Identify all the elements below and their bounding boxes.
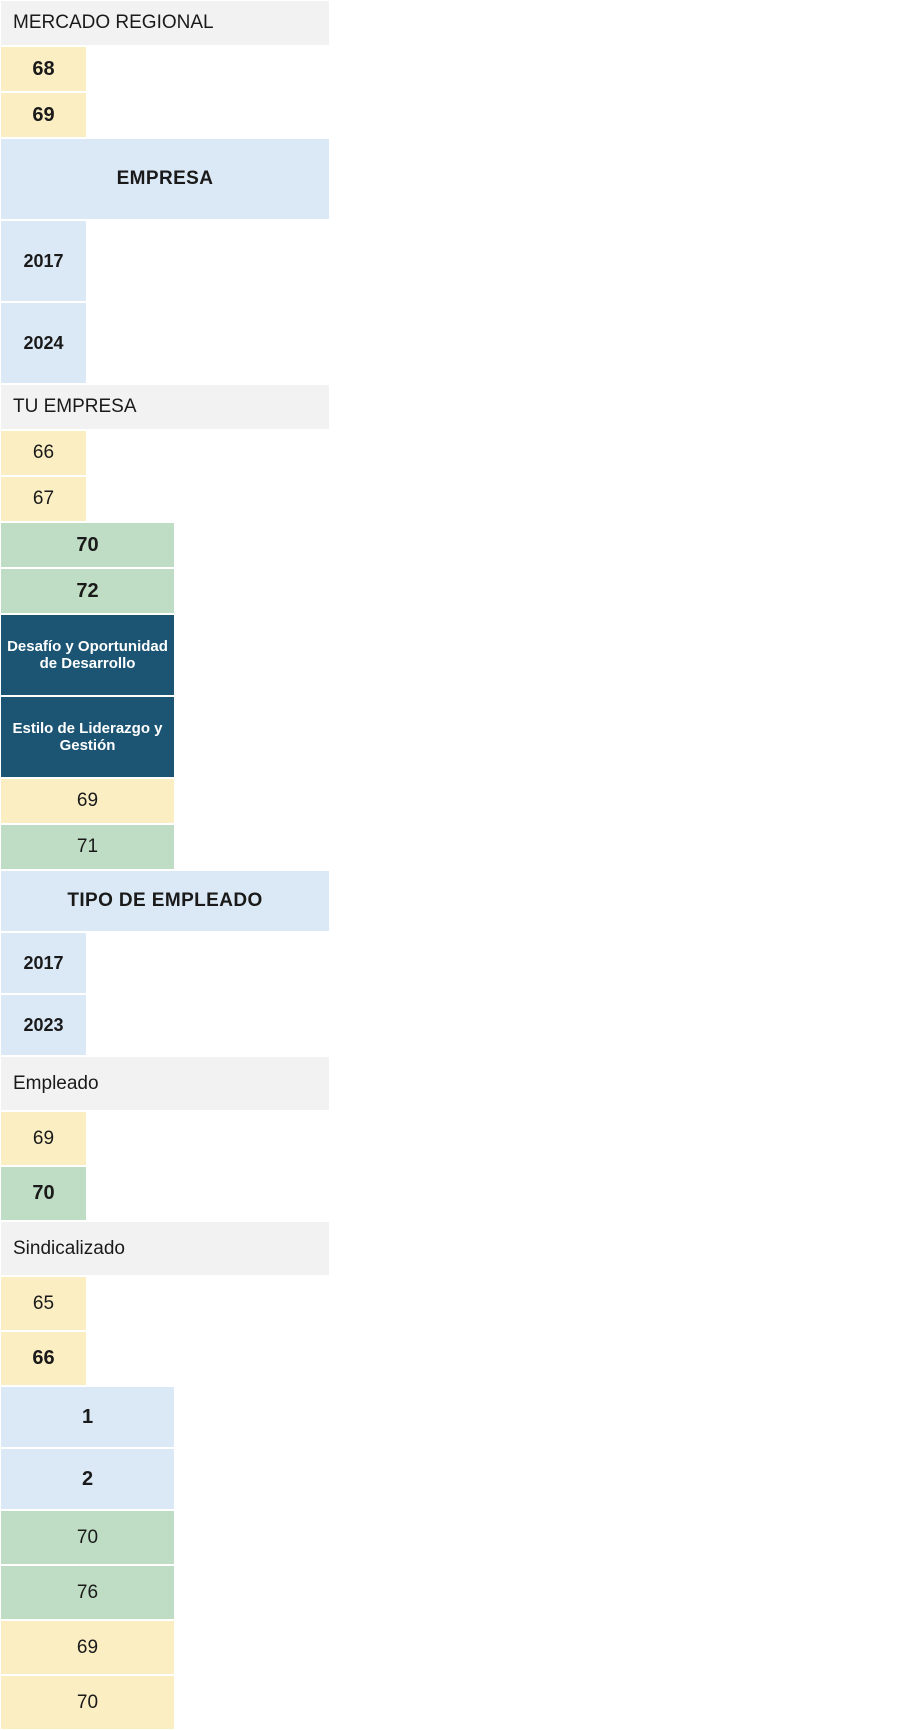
left-top-row-market-value-2024: 69 bbox=[0, 92, 87, 138]
left-top-header-year-2017: 2017 bbox=[0, 220, 87, 302]
left-bottom-header-year-2017: 2017 bbox=[0, 932, 87, 994]
left-bottom-row-employee-value-2023: 70 bbox=[0, 1166, 87, 1221]
left-top-row-company-label: TU EMPRESA bbox=[0, 384, 330, 430]
left-bottom-header-year-2023: 2023 bbox=[0, 994, 87, 1056]
right-bottom-employee-dimension-1: 70 bbox=[0, 1510, 175, 1565]
right-bottom-union-dimension-1: 69 bbox=[0, 1620, 175, 1675]
right-top-score-dimension-1: 70 bbox=[0, 522, 175, 568]
left-top-header-label: EMPRESA bbox=[0, 138, 330, 220]
right-top-company-dimension-1: 69 bbox=[0, 778, 175, 824]
left-bottom-row-union-value-2017: 65 bbox=[0, 1276, 87, 1331]
left-bottom-row-union-label: Sindicalizado bbox=[0, 1221, 330, 1276]
left-top-header-year-2024: 2024 bbox=[0, 302, 87, 384]
left-bottom-row-union-value-2023: 66 bbox=[0, 1331, 87, 1386]
left-top-row-company-value-2017: 66 bbox=[0, 430, 87, 476]
right-top-header-dimension-2: Estilo de Liderazgo y Gestión bbox=[0, 696, 175, 778]
right-bottom-header-rank-1: 1 bbox=[0, 1386, 175, 1448]
left-bottom-row-employee-value-2017: 69 bbox=[0, 1111, 87, 1166]
right-bottom-employee-dimension-2: 76 bbox=[0, 1565, 175, 1620]
left-bottom-row-employee-label: Empleado bbox=[0, 1056, 330, 1111]
left-bottom-header-label: TIPO DE EMPLEADO bbox=[0, 870, 330, 932]
right-top-header-dimension-1: Desafío y Oportunidad de Desarrollo bbox=[0, 614, 175, 696]
left-top-row-market-value-2017: 68 bbox=[0, 46, 87, 92]
right-bottom-union-dimension-2: 70 bbox=[0, 1675, 175, 1730]
left-top-row-market-label: MERCADO REGIONAL bbox=[0, 0, 330, 46]
right-top-score-dimension-2: 72 bbox=[0, 568, 175, 614]
left-top-row-company-value-2024: 67 bbox=[0, 476, 87, 522]
right-bottom-header-rank-2: 2 bbox=[0, 1448, 175, 1510]
right-top-company-dimension-2: 71 bbox=[0, 824, 175, 870]
